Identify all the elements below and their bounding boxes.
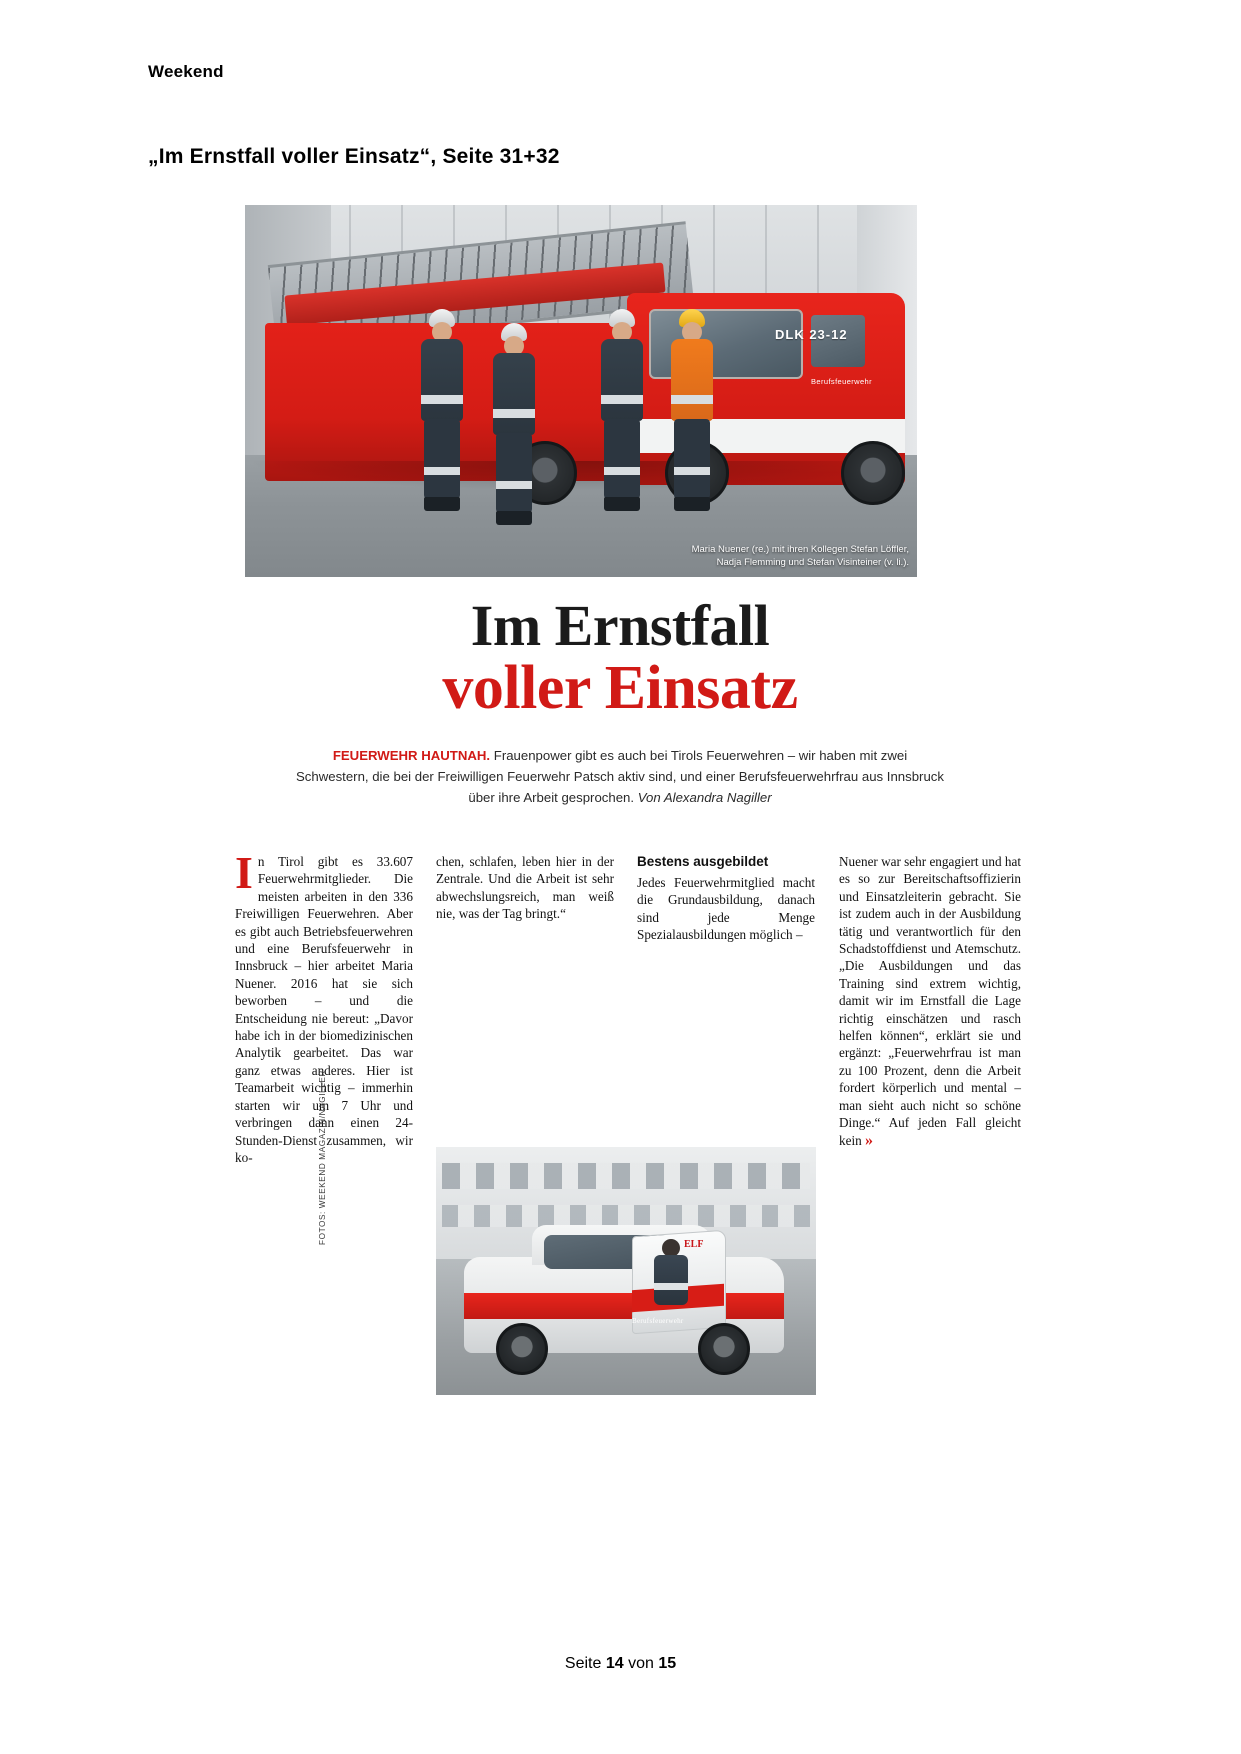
- article-byline: Von Alexandra Nagiller: [637, 790, 772, 805]
- truck-designation-label: DLK 23-12: [775, 327, 848, 342]
- photo2-vehicle-red-stripe: [464, 1293, 784, 1319]
- document-header-label: Weekend: [148, 62, 224, 81]
- photo-firefighter: [417, 309, 467, 519]
- footer-middle: von: [628, 1655, 654, 1672]
- headline-line-1: Im Ernstfall: [470, 593, 770, 658]
- photo-person-legs: [604, 419, 640, 499]
- body-column-2: [436, 853, 614, 923]
- photo-truck-wheel: [841, 441, 905, 505]
- photo-person-torso: [671, 339, 713, 421]
- body-column-3: [637, 853, 815, 944]
- photo-person-boots: [604, 497, 640, 511]
- footer-prefix: Seite: [564, 1655, 602, 1672]
- photo-reflective-band: [424, 467, 460, 475]
- photo2-firefighter: [650, 1239, 692, 1313]
- standfirst-kicker: FEUERWEHR HAUTNAH.: [332, 748, 491, 763]
- vehicle-designation-label: ELF: [684, 1239, 704, 1250]
- photo-reflective-band: [654, 1283, 688, 1290]
- inline-photo-command-vehicle: [436, 1147, 816, 1395]
- photo-reflective-band: [496, 481, 532, 489]
- hero-photo-fire-brigade: [245, 205, 917, 577]
- photo-person-legs: [674, 419, 710, 499]
- body-text-column-2: chen, schlafen, leben hier in der Zentrale. Und die Arbeit ist sehr abwechslungsreich, man weiß nie, was der Tag bringt.“: [436, 854, 614, 922]
- truck-service-label: Berufsfeuerwehr: [811, 377, 873, 386]
- drop-cap: I: [235, 847, 253, 898]
- article-headline: [155, 593, 1085, 722]
- photo-person-torso: [421, 339, 463, 421]
- article-body-columns: [235, 847, 1021, 1325]
- page-footer: [0, 1655, 1241, 1673]
- photo-person-torso: [601, 339, 643, 421]
- photo-person-torso: [493, 353, 535, 435]
- photo-reflective-band: [421, 395, 463, 404]
- photo2-building-windows: [442, 1163, 810, 1189]
- photo2-building-windows: [442, 1205, 810, 1227]
- footer-current-page: 14: [605, 1655, 624, 1672]
- footer-total-pages: 15: [658, 1655, 677, 1672]
- photo-firefighter: [489, 323, 539, 519]
- photo-person-boots: [496, 511, 532, 525]
- body-text-column-3: Jedes Feuerwehrmitglied macht die Grundausbildung, danach sind jede Menge Spezialausbildungen möglich –: [637, 875, 815, 943]
- hero-photo-caption: Maria Nuener (re.) mit ihren Kollegen Stefan Löffler, Nadja Flemming und Stefan Visinteiner (v. li.).: [691, 544, 909, 568]
- photo2-vehicle-wheel: [496, 1323, 548, 1375]
- photo2-vehicle-wheel: [698, 1323, 750, 1375]
- photo-person-torso: [654, 1255, 688, 1305]
- continue-arrow-icon: »: [865, 1131, 872, 1149]
- body-text-column-4: Nuener war sehr engagiert und hat es so zur Bereitschaftsoffizierin und Einsatzleiterin gebracht. Sie ist zudem auch in der Ausbildung tätig und verantwortlich für den Schadstoffdienst und Atemschutz. „Die Ausbildungen und das Training sind extrem wichtig, damit wir im Ernstfall die Lage richtig einschätzen und rasch helfen können“, erklärt sie und ergänzt: „Feuerwehrfrau ist man zu 100 Prozent, denn die Arbeit fordert körperlich und mental – man sieht auch nicht so schöne Dinge.“ Auf jeden Fall gleicht kein: [839, 854, 1021, 1148]
- photo-reflective-band: [493, 409, 535, 418]
- photo-reflective-band: [671, 395, 713, 404]
- photo-floor-shadow: [245, 461, 917, 491]
- body-column-4: [839, 853, 1021, 1149]
- body-text-column-1: n Tirol gibt es 33.607 Feuerwehrmitglieder. Die meisten arbeiten in den 336 Freiwilligen Feuerwehren. Aber es gibt auch Betriebsfeuerwehren und eine Berufsfeuerwehr in Innsbruck – hier arbeitet Maria Nuener. 2016 hat sie sich beworben – und die Entscheidung nie bereut: „Davor habe ich in der biomedizinischen Analytik gearbeitet. Das war ganz etwas anderes. Hier ist Teamarbeit wichtig – immerhin starten wir um 7 Uhr und verbringen dann einen 24-Stunden-Dienst zusammen, wir ko-: [235, 854, 413, 1165]
- photo-person-legs: [496, 433, 532, 513]
- photo-reflective-band: [674, 467, 710, 475]
- headline-line-2: voller Einsatz: [442, 654, 798, 722]
- photo-reflective-band: [601, 395, 643, 404]
- magazine-article-clipping: [155, 205, 1085, 1325]
- photo-person-boots: [674, 497, 710, 511]
- body-subheading: Bestens ausgebildet: [637, 854, 769, 869]
- photo-firefighter: [597, 309, 647, 519]
- article-standfirst: [295, 745, 945, 808]
- photo-reflective-band: [604, 467, 640, 475]
- standfirst-text: Frauenpower gibt es auch bei Tirols Feuerwehren – wir haben mit zwei Schwestern, die bei der Freiwilligen Feuerwehr Patsch aktiv sind, und einer Berufsfeuerwehrfrau aus Innsbruck über ihre Arbeit gesprochen.: [296, 748, 944, 805]
- photo-person-boots: [424, 497, 460, 511]
- photo-person-legs: [424, 419, 460, 499]
- page-title: „Im Ernstfall voller Einsatz“, Seite 31+32: [148, 145, 560, 168]
- vehicle-service-label: Berufsfeuerwehr: [632, 1317, 684, 1325]
- photo-credit-vertical: FOTOS: WEEKEND MAGAZIN/NAGILLER: [318, 1070, 327, 1245]
- photo-firefighter-hiviz: [667, 309, 717, 519]
